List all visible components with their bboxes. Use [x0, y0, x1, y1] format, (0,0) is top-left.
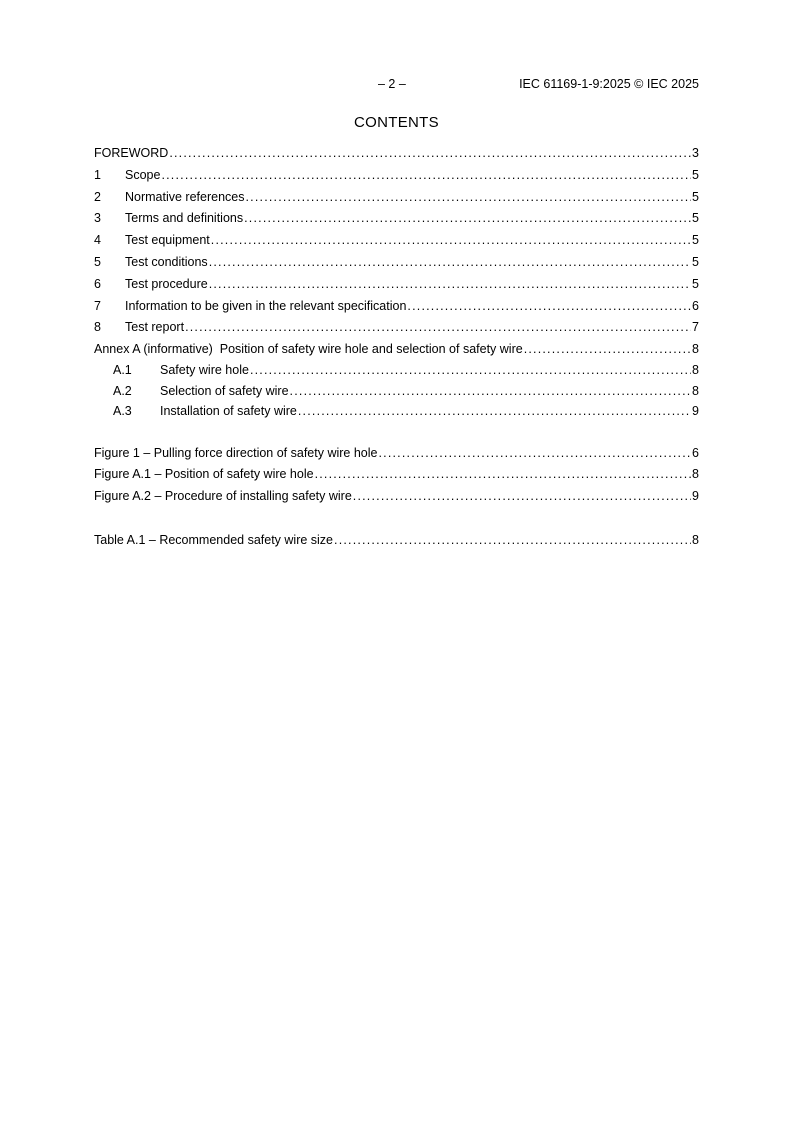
- toc-entry-scope[interactable]: [94, 166, 699, 184]
- dot-leader: [378, 444, 691, 462]
- dot-leader: [169, 144, 691, 162]
- toc-table-page: 8: [692, 533, 699, 547]
- toc-entry-label: Annex A (informative) Position of safety wire hole and selection of safety wire: [94, 342, 523, 357]
- toc-entry-test-report[interactable]: [94, 318, 699, 336]
- toc-entry-page: 8: [692, 363, 699, 378]
- document-id: IEC 61169-1-9:2025 © IEC 2025: [519, 77, 699, 91]
- toc-entry-page: 5: [692, 233, 699, 248]
- toc-entry-label: Installation of safety wire: [160, 404, 297, 419]
- dot-leader: [211, 231, 691, 249]
- dot-leader: [185, 318, 691, 336]
- toc-entry-page: 5: [692, 255, 699, 269]
- toc-entry-number: A.3: [113, 404, 132, 419]
- toc-entry-label: Normative references: [125, 189, 245, 204]
- toc-figure-page: 9: [692, 489, 699, 504]
- dot-leader: [353, 487, 691, 505]
- toc-entry-label: Information to be given in the relevant specification: [125, 298, 407, 313]
- toc-entry-label: Test procedure: [125, 276, 208, 291]
- toc-entry-label: Scope: [125, 167, 161, 182]
- dot-leader: [298, 402, 691, 420]
- toc-entry-label: FOREWORD: [94, 146, 169, 160]
- toc-entry-test-procedure[interactable]: [94, 275, 699, 293]
- toc-entry-number: 1: [94, 167, 101, 182]
- toc-entry-number: 4: [94, 233, 101, 248]
- toc-entry-number: 3: [94, 211, 101, 226]
- toc-entry-number: 6: [94, 276, 101, 291]
- toc-entry-number: A.2: [113, 383, 132, 398]
- toc-entry-label: Test equipment: [125, 233, 210, 248]
- toc-entry-annex-a[interactable]: [94, 340, 699, 358]
- toc-entry-label: Test conditions: [125, 255, 208, 269]
- toc-table-a1[interactable]: [94, 531, 699, 549]
- toc-entry-label: Selection of safety wire: [160, 383, 289, 398]
- toc-figure-a2[interactable]: [94, 487, 699, 505]
- toc-entry-a2-selection-of-safety-wire[interactable]: [94, 382, 699, 400]
- toc-entry-page: 9: [692, 404, 699, 419]
- page-title: CONTENTS: [354, 114, 439, 131]
- dot-leader: [524, 340, 691, 358]
- toc-figure-label: Figure 1 – Pulling force direction of safety wire hole: [94, 445, 378, 460]
- toc-entry-test-equipment[interactable]: [94, 231, 699, 249]
- dot-leader: [250, 361, 691, 379]
- toc-entry-number: 7: [94, 298, 101, 313]
- toc-entry-page: 5: [692, 211, 699, 226]
- toc-entry-terms-and-definitions[interactable]: [94, 209, 699, 227]
- toc-entry-label: Safety wire hole: [160, 363, 249, 378]
- toc-entry-page: 5: [692, 276, 699, 291]
- toc-entry-a1-safety-wire-hole[interactable]: [94, 361, 699, 379]
- dot-leader: [407, 297, 691, 315]
- toc-entry-page: 5: [692, 189, 699, 204]
- dot-leader: [209, 275, 691, 293]
- dot-leader: [290, 382, 692, 400]
- dot-leader: [161, 166, 691, 184]
- toc-entry-page: 6: [692, 298, 699, 313]
- toc-entry-information-relevant-specification[interactable]: [94, 297, 699, 315]
- toc-entry-page: 7: [692, 320, 699, 335]
- toc-table-label: Table A.1 – Recommended safety wire size: [94, 533, 334, 547]
- dot-leader: [209, 253, 691, 271]
- dot-leader: [246, 188, 692, 206]
- toc-entry-page: 8: [692, 383, 699, 398]
- toc-entry-page: 3: [692, 146, 699, 160]
- toc-entry-number: 2: [94, 189, 101, 204]
- page-number: – 2 –: [378, 77, 406, 91]
- toc-figure-a1[interactable]: [94, 465, 699, 483]
- toc-entry-number: A.1: [113, 363, 132, 378]
- toc-figure-label: Figure A.1 – Position of safety wire hole: [94, 467, 314, 482]
- toc-entry-page: 8: [692, 342, 699, 357]
- dot-leader: [334, 531, 691, 549]
- toc-figure-label: Figure A.2 – Procedure of installing safety wire: [94, 489, 352, 504]
- toc-entry-number: 5: [94, 255, 101, 269]
- toc-figure-1[interactable]: [94, 444, 699, 462]
- page-header: [94, 76, 699, 92]
- toc-entry-page: 5: [692, 167, 699, 182]
- toc-entry-a3-installation-of-safety-wire[interactable]: [94, 402, 699, 420]
- toc-figure-page: 6: [692, 445, 699, 460]
- toc-entry-number: 8: [94, 320, 101, 335]
- toc-entry-label: Terms and definitions: [125, 211, 244, 226]
- toc-entry-test-conditions[interactable]: [94, 253, 699, 271]
- toc-entry-foreword[interactable]: [94, 144, 699, 162]
- toc-entry-normative-references[interactable]: [94, 188, 699, 206]
- toc-figure-page: 8: [692, 467, 699, 482]
- dot-leader: [244, 209, 691, 227]
- dot-leader: [315, 465, 691, 483]
- toc-entry-label: Test report: [125, 320, 185, 335]
